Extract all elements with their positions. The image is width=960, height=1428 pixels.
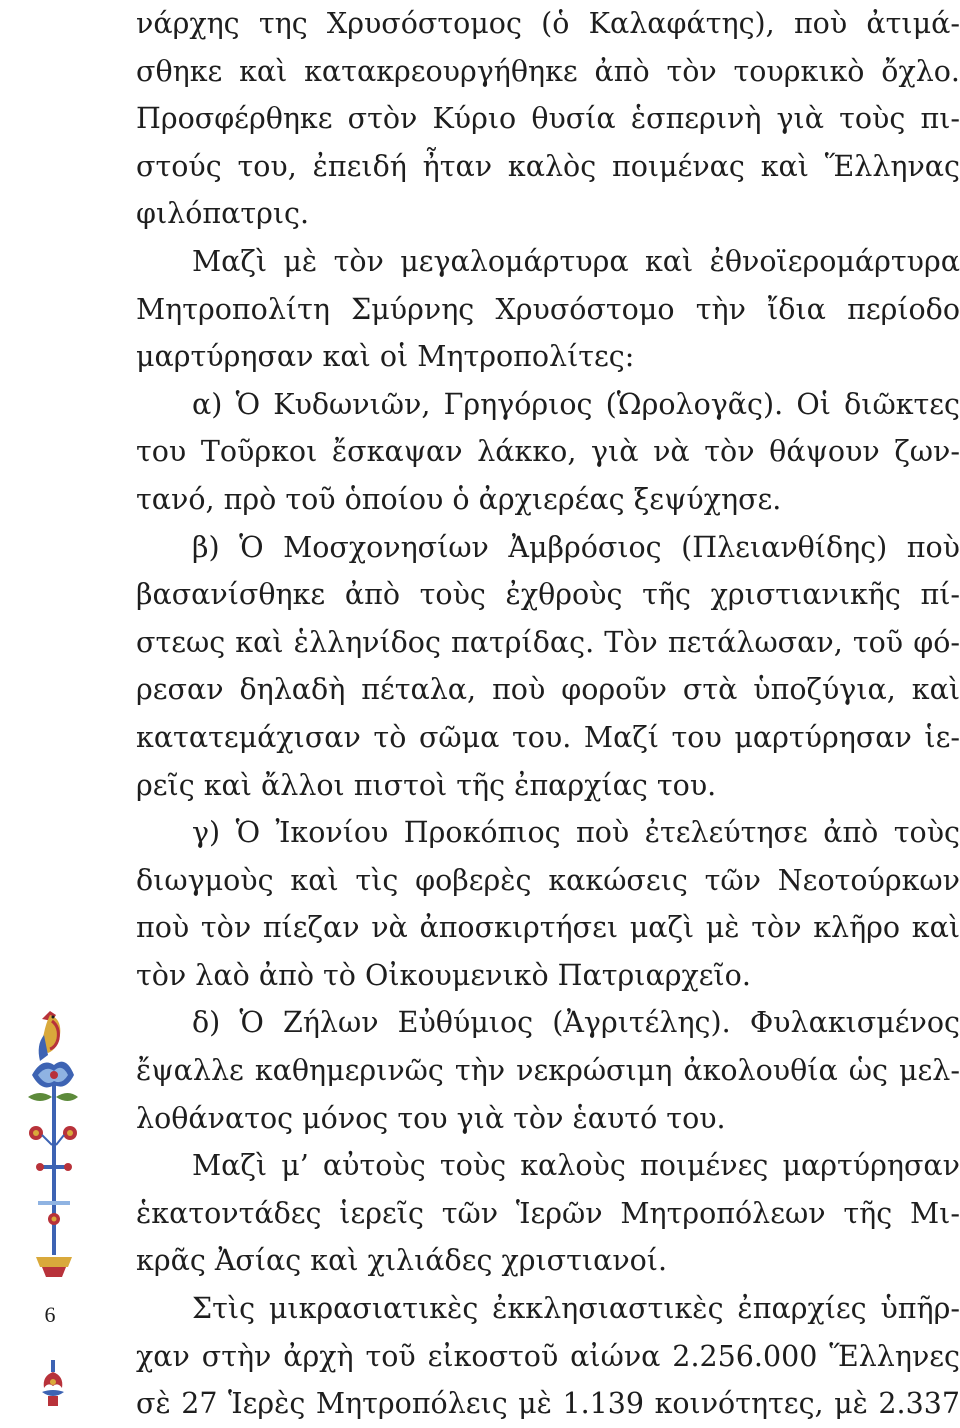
text-line-15: ρεσαν δηλαδὴ πέταλα, ποὺ φοροῦν στὰ ὑποζύγια, καὶ: [136, 673, 960, 707]
fleur-ornament-icon: [38, 1360, 68, 1406]
text-line-6: Μαζὶ μὲ τὸν μεγαλομάρτυρα καὶ ἐθνοϊερομάρτυρα: [192, 244, 960, 278]
text-line-23: ἔψαλλε καθημερινῶς τὴν νεκρώσιμη ἀκολουθία ὡς μελ-: [136, 1054, 960, 1088]
text-line-28: Στὶς μικρασιατικὲς ἐκκλησιαστικὲς ἐπαρχίες ὑπῆρ-: [192, 1292, 960, 1326]
page-number: 6: [44, 1302, 56, 1327]
text-line-27: κρᾶς Ἀσίας καὶ χιλιάδες χριστιανοί.: [136, 1244, 668, 1278]
text-line-20: ποὺ τὸν πίεζαν νὰ ἀποσκιρτήσει μαζὶ μὲ τὸν κλῆρο καὶ: [136, 911, 960, 945]
text-line-29: χαν στὴν ἀρχὴ τοῦ εἰκοστοῦ αἰώνα 2.256.000 Ἕλληνες: [136, 1339, 960, 1373]
text-line-30: σὲ 27 Ἱερὲς Μητροπόλεις μὲ 1.139 κοινότητες, μὲ 2.337: [136, 1387, 960, 1421]
text-line-26: ἑκατοντάδες ἱερεῖς τῶν Ἱερῶν Μητροπόλεων τῆς Μι-: [136, 1196, 960, 1230]
text-line-12: β) Ὁ Μοσχονησίων Ἀμβρόσιος (Πλειανθίδης) ποὺ: [192, 530, 960, 564]
text-line-8: μαρτύρησαν καὶ οἱ Μητροπολίτες:: [136, 340, 635, 374]
text-line-14: στεως καὶ ἑλληνίδος πατρίδας. Τὸν πετάλωσαν, τοῦ φό-: [136, 625, 960, 659]
text-line-4: στούς του, ἐπειδή ἦταν καλὸς ποιμένας καὶ Ἕλληνας: [136, 149, 960, 183]
text-line-21: τὸν λαὸ ἀπὸ τὸ Οἰκουμενικὸ Πατριαρχεῖο.: [136, 958, 751, 992]
text-line-25: Μαζὶ μ’ αὐτοὺς τοὺς καλοὺς ποιμένες μαρτύρησαν: [192, 1149, 960, 1183]
text-line-24: λοθάνατος μόνος του γιὰ τὸν ἑαυτό του.: [136, 1101, 726, 1135]
text-line-11: τανό, πρὸ τοῦ ὁποίου ὁ ἀρχιερέας ξεψύχησε.: [136, 482, 782, 516]
text-line-9: α) Ὁ Κυδωνιῶν, Γρηγόριος (Ὡρολογᾶς). Οἱ διῶκτες: [192, 387, 960, 421]
text-line-3: Προσφέρθηκε στὸν Κύριο θυσία ἑσπερινὴ γιὰ τοὺς πι-: [136, 102, 960, 136]
text-line-10: του Τοῦρκοι ἔσκαψαν λάκκο, γιὰ νὰ τὸν θάψουν ζων-: [136, 435, 960, 469]
text-line-22: δ) Ὁ Ζήλων Εὐθύμιος (Ἀγριτέλης). Φυλακισμένος: [192, 1006, 960, 1040]
text-line-5: φιλόπατρις.: [136, 197, 310, 231]
text-line-7: Μητροπολίτη Σμύρνης Χρυσόστομο τὴν ἴδια περίοδο: [136, 292, 960, 326]
text-line-17: ρεῖς καὶ ἄλλοι πιστοὶ τῆς ἐπαρχίας του.: [136, 768, 717, 802]
text-line-1: νάρχης της Χρυσόστομος (ὁ Καλαφάτης), ποὺ ἀτιμά-: [136, 7, 960, 40]
text-line-18: γ) Ὁ Ἰκονίου Προκόπιος ποὺ ἐτελεύτησε ἀπὸ τοὺς: [192, 816, 960, 850]
byzantine-bird-flower-ornament-icon: [22, 1005, 82, 1285]
text-line-2: σθηκε καὶ κατακρεουργήθηκε ἀπὸ τὸν τουρκικὸ ὄχλο.: [136, 54, 960, 88]
text-line-13: βασανίσθηκε ἀπὸ τοὺς ἐχθροὺς τῆς χριστιανικῆς πί-: [136, 578, 960, 612]
text-line-19: διωγμοὺς καὶ τὶς φοβερὲς κακώσεις τῶν Νεοτούρκων: [136, 863, 960, 897]
text-line-16: κατατεμάχισαν τὸ σῶμα του. Μαζί του μαρτύρησαν ἱε-: [136, 720, 960, 754]
body-text: [136, 0, 960, 1428]
